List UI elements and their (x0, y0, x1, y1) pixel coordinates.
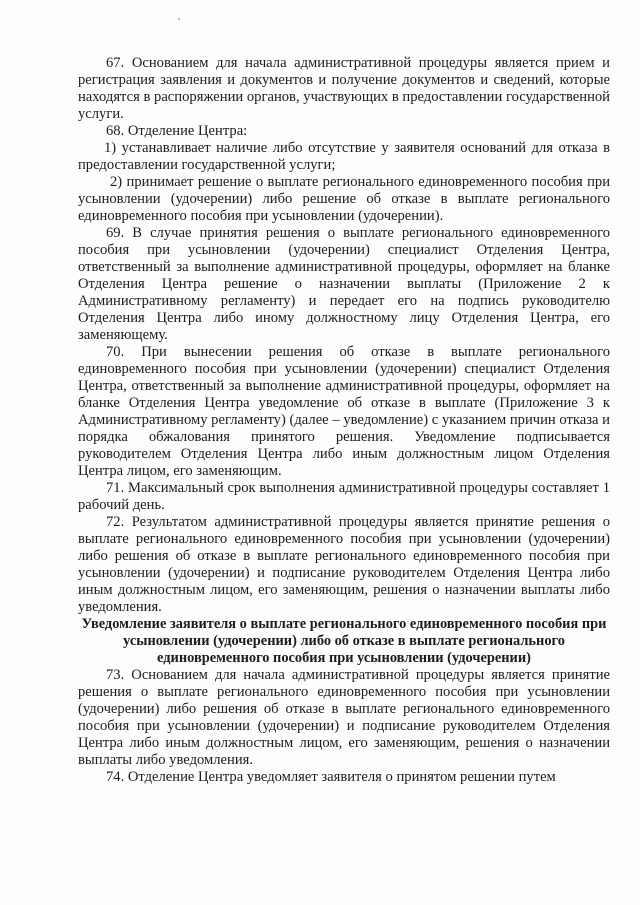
paragraph-p68: 68. Отделение Центра: (106, 123, 248, 139)
paragraph-p74: 74. Отделение Центра уведомляет заявителя о принятом решении путем (106, 769, 556, 785)
paragraph-p71: 71. Максимальный срок выполнения административной процедуры составляет 1 рабочий день. (78, 480, 610, 513)
paragraph-p69: 69. В случае принятия решения о выплате регионального единовременного пособия при усыновлении (удочерении) специалист Отделения Центра, ответственный за выполнение административной процедуры, оформляет на бланке Отделения Центра решение о назначении выплаты (Приложение 2 к Административному регламенту) и передает его на подпись руководителю Отделения Центра либо иному должностному лицу Отделения Центра, его заменяющему. (78, 225, 610, 343)
paragraphs-after-heading (78, 667, 610, 786)
paragraph-p70: 70. При вынесении решения об отказе в выплате регионального единовременного пособия при усыновлении (удочерении) специалист Отделения Центра, ответственный за выполнение административной процедуры, оформляет на бланке Отделения Центра уведомление об отказе в выплате (Приложение 3 к Административному регламенту) (далее – уведомление) с указанием причин отказа и порядка обжалования принятого решения. Уведомление подписывается руководителем Отделения Центра либо иным должностным лицом Отделения Центра лицом, его заменяющим. (78, 344, 610, 479)
paragraph-p73: 73. Основанием для начала административной процедуры является принятие решения о выплате регионального единовременного пособия при усыновлении (удочерении) либо решения об отказе в выплате регионального единовременного пособия при усыновлении (удочерении) и подписание руководителем Отделения Центра либо иным должностным лицом, его заменяющим, решения о назначении выплаты либо уведомления. (78, 667, 610, 768)
paragraph-p68-2: 2) принимает решение о выплате регионального единовременного пособия при усыновлении (удочерении) либо решение об отказе в выплате регионального единовременного пособия при усыновлении (удочерении). (78, 174, 610, 224)
section-heading: Уведомление заявителя о выплате регионального единовременного пособия при усыновлении (удочерении) либо об отказе в выплате регионального единовременного пособия при усыновлении (удочерении) (81, 616, 607, 666)
paragraphs-before-heading (78, 55, 610, 616)
document-body (78, 55, 610, 786)
paragraph-p68-1: 1) устанавливает наличие либо отсутствие у заявителя оснований для отказа в предоставлении государственной услуги; (78, 140, 610, 173)
paragraph-p67: 67. Основанием для начала административной процедуры является прием и регистрация заявления и документов и получение документов и сведений, которые находятся в распоряжении органов, участвующих в предоставлении государственной услуги. (78, 55, 610, 122)
paragraph-p72: 72. Результатом административной процедуры является принятие решения о выплате регионального единовременного пособия при усыновлении (удочерении) либо решения об отказе в выплате регионального единовременного пособия при усыновлении (удочерении) и подписание руководителем Отделения Центра либо иным должностным лицом, его заменяющим, решения о назначении выплаты либо уведомления. (78, 514, 610, 615)
scan-speck (178, 18, 180, 20)
